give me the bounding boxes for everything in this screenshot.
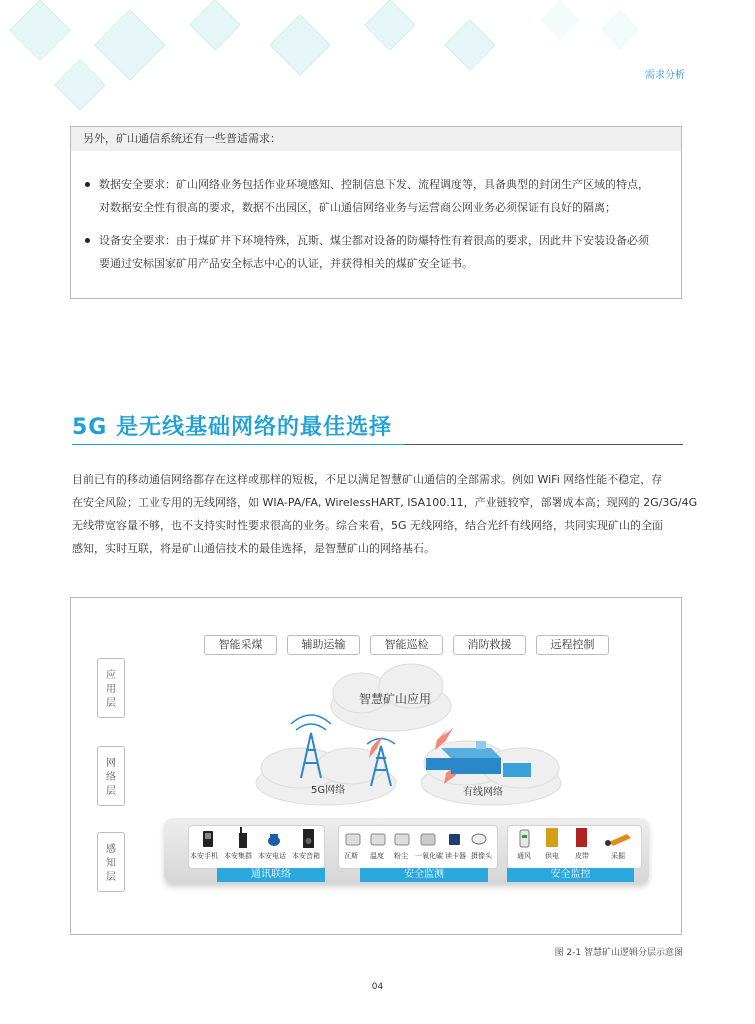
card-reader-icon [449,834,460,845]
layer-label: 感知层 [106,844,116,883]
page-number: 04 [371,982,384,992]
bullet-line: 要通过安标国家矿用产品安全标志中心的认证，并获得相关的煤矿安全证书。 [99,257,473,270]
telephone-icon [268,834,280,846]
device-label: 一氧化碳 [415,852,443,860]
band-safety-control: 安全监控 [507,868,634,882]
device-label: 供电 [545,852,559,860]
device-label: 温度 [370,852,384,860]
figure-caption: 图 2-1 智慧矿山逻辑分层示意图 [554,948,683,958]
paragraph-line: 在安全风险；工业专用的无线网络，如 WIA-PA/FA, WirelessHART, ISA100.11，产业链较窄，部署成本高；现网的 2G/3G/4G [72,496,698,509]
section-paragraph [72,468,698,560]
layer-label: 网络层 [106,758,116,797]
device-label: 摄像头 [471,852,492,860]
device-label: 瓦斯 [344,852,358,860]
title-rule [405,444,683,445]
band-communication: 通讯联络 [217,868,325,882]
device-icons [71,598,682,935]
bullet-line: 对数据安全性有很高的要求，数据不出园区，矿山通信网络业务与运营商公网业务必须保证有良好的隔离； [99,201,616,214]
device-label: 通风 [517,852,531,860]
dust-sensor-icon [395,834,409,845]
bullet-device-security [99,229,659,275]
device-label: 本安电话 [258,852,286,860]
network-diagram [70,597,682,935]
requirements-intro: 另外，矿山通信系统还有一些普适需求： [71,127,681,151]
app-button: 智能巡检 [370,635,443,655]
header-decoration [0,0,755,130]
device-label: 本安手机 [190,852,218,860]
device-label: 本安音箱 [292,852,320,860]
bullet-dot [85,182,90,187]
wired-label: 有线网络 [463,787,503,798]
paragraph-line: 无线带宽容量不够，也不支持实时性要求很高的业务。综合来看，5G 无线网络，结合光纤有线网络，共同实现矿山的全面 [72,519,664,532]
wireless-label: 5G网络 [311,785,346,796]
bullet-line: 数据安全要求：矿山网络业务包括作业环境感知、控制信息下发、流程调度等，具备典型的封闭生产区域的特点， [99,178,649,191]
temperature-sensor-icon [371,834,385,845]
power-supply-icon [546,828,558,847]
belt-icon [576,828,587,847]
phone-icon [203,831,213,847]
camera-icon [472,834,486,844]
device-label: 皮带 [575,852,589,860]
app-button: 辅助运输 [287,635,360,655]
bullet-data-security [99,173,659,219]
layer-label: 应用层 [106,670,116,709]
app-button: 智能采煤 [204,635,277,655]
mining-machine-icon [605,834,631,846]
app-button: 远程控制 [536,635,609,655]
device-label: 采掘 [611,852,625,860]
paragraph-line: 感知，实时互联，将是矿山通信技术的最佳选择，是智慧矿山的网络基石。 [72,542,435,555]
app-button: 消防救援 [453,635,526,655]
section-label: 需求分析 [645,70,685,81]
device-label: 本安集群 [224,852,252,860]
bullet-dot [85,238,90,243]
bullet-line: 设备安全要求：由于煤矿井下环境特殊，瓦斯、煤尘都对设备的防爆特性有着很高的要求，因此井下安装设备必须 [99,234,649,247]
section-title: 5G 是无线基础网络的最佳选择 [72,415,393,440]
walkie-talkie-icon [239,827,247,848]
device-label: 粉尘 [394,852,408,860]
gas-sensor-icon [346,834,360,845]
paragraph-line: 目前已有的移动通信网络都存在这样或那样的短板，不足以满足智慧矿山通信的全部需求。例如 WiFi 网络性能不稳定，存 [72,473,663,486]
requirements-box [70,126,682,299]
app-cloud-label: 智慧矿山应用 [359,692,432,706]
speaker-icon [303,829,314,848]
title-underline [72,444,405,445]
co-sensor-icon [421,834,435,845]
band-safety-monitoring: 安全监测 [360,868,488,882]
device-label: 读卡器 [445,852,466,860]
ventilation-icon [520,830,529,847]
